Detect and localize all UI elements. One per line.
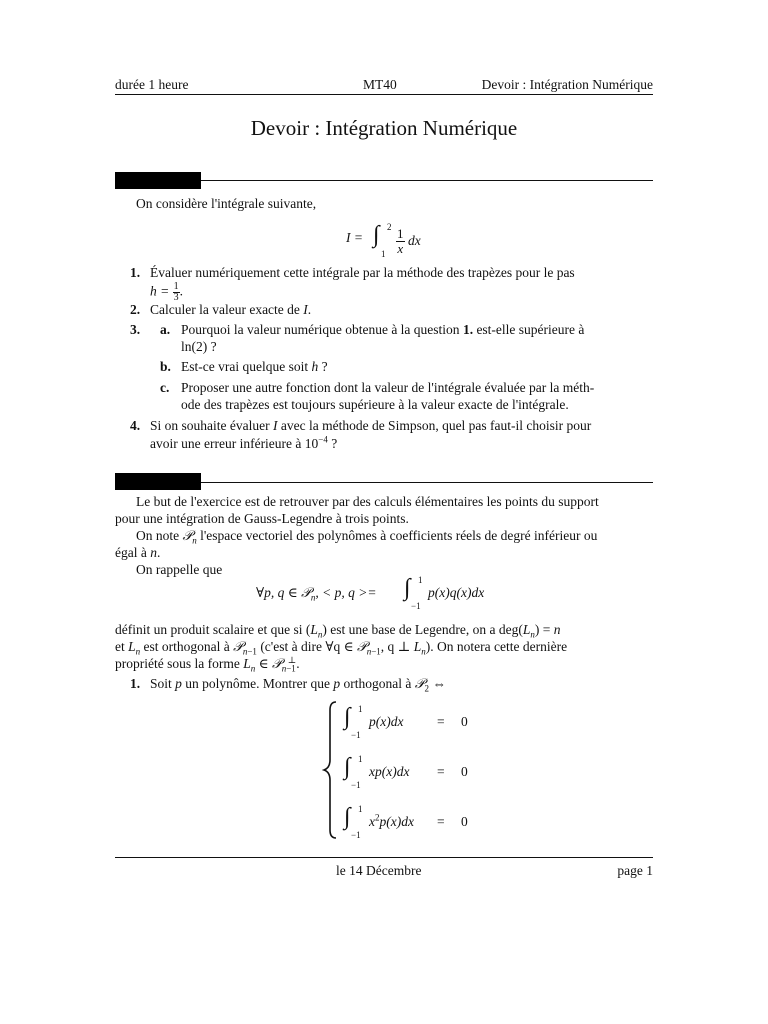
- ex2-p1-line2: pour une intégration de Gauss-Legendre à trois points.: [115, 511, 409, 526]
- ex1-item4-text: Si on souhaite évaluer I avec la méthode de Simpson, quel pas faut-il choisir pour: [150, 418, 592, 433]
- ex2-p4-line2: et $L_n$ est orthogonal à 𝒫$_{n-1}$ (c'est à dire ∀q ∈ 𝒫$_{n-1}$, q ⊥ $L_n$). On notera cette dernière: [115, 639, 568, 657]
- header-right: Devoir : Intégration Numérique: [481, 77, 653, 92]
- ex2-item1-text: Soit p un polynôme. Montrer que p orthogonal à 𝒫$_2$ ⇔: [150, 676, 446, 694]
- ex1-item3-num: 3.: [130, 322, 141, 337]
- document-title: Devoir : Intégration Numérique: [250, 116, 518, 140]
- ex1-item1-cont: h = $\frac{1}{3}$ .: [150, 281, 183, 303]
- inner-product-formula: ∀p, q ∈ 𝒫$_n$, < p, q >=: [256, 585, 377, 603]
- ex1-item4-num: 4.: [130, 418, 141, 433]
- ex1-item1-text: Évaluer numériquement cette intégrale par la méthode des trapèzes pour le pas: [150, 265, 575, 280]
- ex2-p4-line3: propriété sous la forme $L_n$ ∈ 𝒫$_{n-1}$⊥.: [115, 654, 300, 674]
- footer-page: page 1: [617, 863, 653, 878]
- ex1-item1-num: 1.: [130, 265, 141, 280]
- ex1-item3c-line2: ode des trapèzes est toujours supérieure à la valeur exacte de l'intégrale.: [181, 397, 569, 412]
- ex1-item3a-num: a.: [160, 322, 171, 337]
- system-row-3: $x^2p(x)dx$: [369, 812, 414, 829]
- exercise1-label-bar: [115, 172, 201, 189]
- ex1-intro: On considère l'intégrale suivante,: [136, 196, 317, 211]
- exercise2-rule: [201, 482, 653, 483]
- header-center: MT40: [363, 77, 397, 92]
- ex2-p2-line1: On note 𝒫$_n$ l'espace vectoriel des polynômes à coefficients réels de degré inférieur ou: [136, 528, 598, 546]
- system-row-1: p(x)dx: [369, 714, 404, 729]
- ex1-item3b-num: b.: [160, 359, 171, 374]
- integral-sign-2: ∫: [404, 575, 411, 601]
- ex2-p1-line1: Le but de l'exercice est de retrouver par des calculs élémentaires les points du support: [136, 494, 599, 509]
- ex1-integral: I =: [346, 230, 363, 245]
- header-rule: [115, 94, 653, 95]
- ex1-item3a-line2: ln(2) ?: [181, 339, 217, 354]
- footer-date: le 14 Décembre: [336, 863, 422, 878]
- ex2-p3: On rappelle que: [136, 562, 223, 577]
- integral-sign: ∫: [373, 222, 380, 248]
- ex2-item1-num: 1.: [130, 676, 141, 691]
- ex1-item3b-text: Est-ce vrai quelque soit h ?: [181, 359, 328, 374]
- ex1-item4-line2: avoir une erreur inférieure à $10^{-4}$ ?: [150, 434, 338, 451]
- ex1-item3c-line1: Proposer une autre fonction dont la valeur de l'intégrale évaluée par la méth-: [181, 380, 595, 395]
- left-brace: [322, 700, 340, 840]
- header-left: durée 1 heure: [115, 77, 189, 92]
- ex1-item3c-num: c.: [160, 380, 170, 395]
- footer-rule: [115, 857, 653, 858]
- exercise1-rule: [201, 180, 653, 181]
- ex1-item2-text: Calculer la valeur exacte de I.: [150, 302, 312, 317]
- ex1-item2-num: 2.: [130, 302, 141, 317]
- system-row-2: xp(x)dx: [369, 764, 410, 779]
- ex1-item3a-text: Pourquoi la valeur numérique obtenue à la question 1. est-elle supérieure à: [181, 322, 585, 337]
- exercise2-label-bar: [115, 473, 201, 490]
- ex2-p2-line2: égal à n.: [115, 545, 161, 560]
- ex2-p4-line1: définit un produit scalaire et que si $(L_n)$ est une base de Legendre, on a $deg(L_n) = n$: [115, 622, 561, 640]
